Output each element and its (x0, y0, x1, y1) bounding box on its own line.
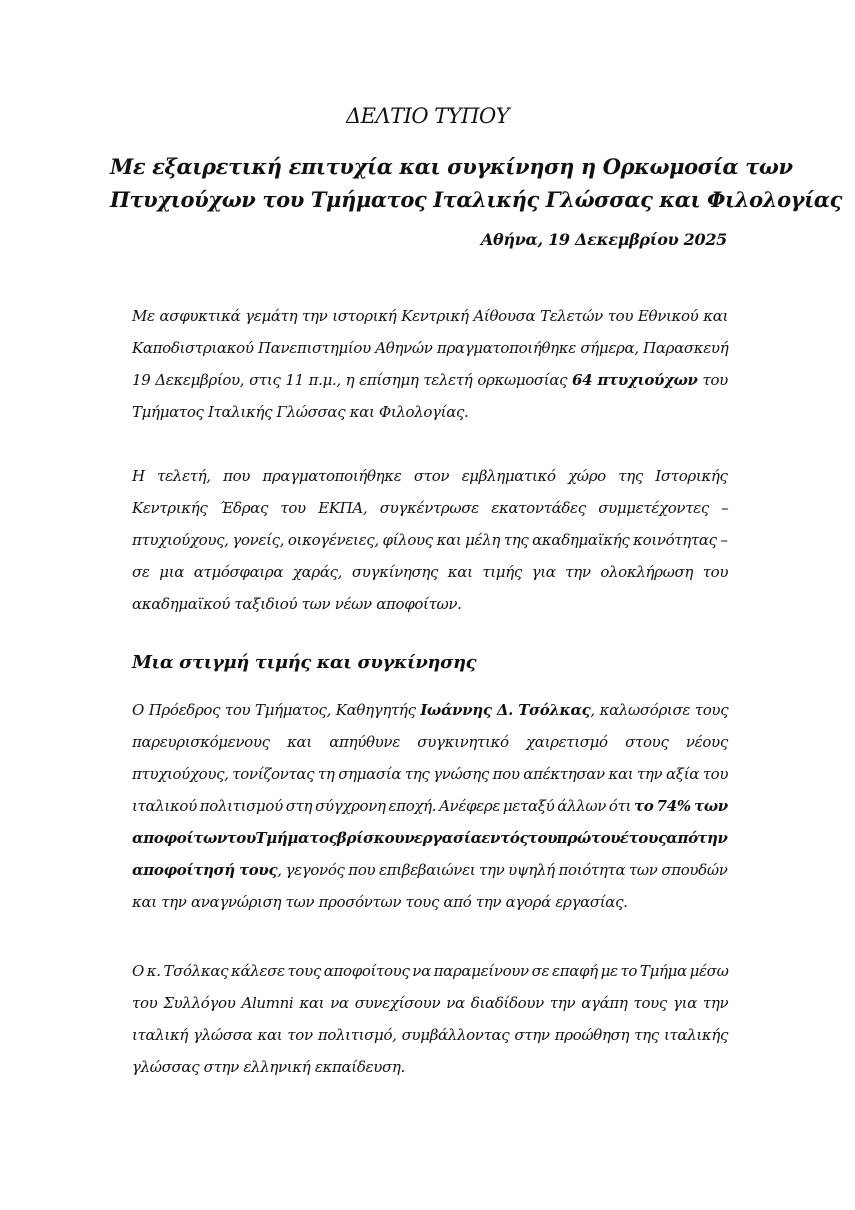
p4-line-4: γλώσσας στην ελληνική εκπαίδευση. (132, 1058, 405, 1076)
employment-stat-end: αποφοίτησή τους (132, 861, 278, 879)
p2-line-3: πτυχιούχους, γονείς, οικογένειες, φίλους και μέλη της ακαδημαϊκής κοινότητας – (132, 531, 728, 549)
headline (110, 150, 843, 216)
p1-line-3-tail: του (702, 371, 728, 389)
paragraph-1 (132, 300, 728, 428)
section-heading: Μια στιγμή τιμής και συγκίνησης (132, 652, 477, 673)
p1-line-3 (132, 364, 728, 396)
president-name: Ιωάννης Δ. Τσόλκας (420, 701, 591, 719)
p3-line-4 (132, 790, 728, 822)
headline-line-2: Πτυχιούχων του Τμήματος Ιταλικής Γλώσσας και Φιλολογίας (110, 187, 843, 212)
employment-stat-cont: αποφοίτων του Τμήματος βρίσκουν εργασία εντός του πρώτου έτους από την (132, 829, 728, 847)
p2-line-1: Η τελετή, που πραγματοποιήθηκε στον εμβληματικό χώρο της Ιστορικής (132, 467, 728, 485)
p3-line-1-text: Ο Πρόεδρος του Τμήματος, Καθηγητής (132, 701, 416, 719)
p3-line-6 (132, 854, 728, 886)
dateline: Αθήνα, 19 Δεκεμβρίου 2025 (480, 230, 727, 249)
p2-line-2: Κεντρικής Έδρας του ΕΚΠΑ, συγκέντρωσε εκατοντάδες συμμετέχοντες – (132, 499, 729, 517)
p1-line-4: Τμήματος Ιταλικής Γλώσσας και Φιλολογίας. (132, 403, 469, 421)
p3-line-4-text: ιταλικού πολιτισμού στη σύγχρονη εποχή. Ανέφερε μεταξύ άλλων ότι (132, 797, 632, 815)
p2-line-4: σε μια ατμόσφαιρα χαράς, συγκίνησης και τιμής για την ολοκλήρωση του (132, 563, 729, 581)
p1-line-1: Με ασφυκτικά γεμάτη την ιστορική Κεντρική Αίθουσα Τελετών του Εθνικού και (132, 307, 729, 325)
p3-line-1 (132, 694, 728, 726)
p1-line-2: Καποδιστριακού Πανεπιστημίου Αθηνών πραγματοποιήθηκε σήμερα, Παρασκευή (132, 339, 729, 357)
p1-line-3-text: 19 Δεκεμβρίου, στις 11 π.μ., η επίσημη τελετή ορκωμοσίας (132, 371, 568, 389)
document-title: ΔΕΛΤΙΟ ΤΥΠΟΥ (345, 104, 510, 128)
p3-line-6-tail: , γεγονός που επιβεβαιώνει την υψηλή ποιότητα των σπουδών (277, 861, 728, 879)
p4-line-3: ιταλική γλώσσα και τον πολιτισμό, συμβάλλοντας στην προώθηση της ιταλικής (132, 1026, 729, 1044)
p3-line-2: παρευρισκόμενους και απηύθυνε συγκινητικό χαιρετισμό στους νέους (132, 733, 728, 751)
employment-stat: το 74% των (633, 797, 728, 815)
p3-line-7: και την αναγνώριση των προσόντων τους από την αγορά εργασίας. (132, 893, 628, 911)
p3-line-1-tail: , καλωσόρισε τους (590, 701, 729, 719)
paragraph-2 (132, 460, 728, 620)
p2-line-5: ακαδημαϊκού ταξιδιού των νέων αποφοίτων. (132, 595, 462, 613)
p3-line-3: πτυχιούχους, τονίζοντας τη σημασία της γνώσης που απέκτησαν και την αξία του (132, 765, 729, 783)
paragraph-3 (132, 694, 728, 918)
p4-line-2: του Συλλόγου Alumni και να συνεχίσουν να διαδίδουν την αγάπη τους για την (132, 994, 729, 1012)
paragraph-4 (132, 955, 728, 1083)
graduates-count: 64 πτυχιούχων (572, 371, 698, 389)
p3-line-5 (132, 822, 728, 854)
p4-line-1: Ο κ. Τσόλκας κάλεσε τους αποφοίτους να παραμείνουν σε επαφή με το Τμήμα μέσω (132, 962, 729, 980)
headline-line-1: Με εξαιρετική επιτυχία και συγκίνηση η Ορκωμοσία των (110, 154, 793, 179)
